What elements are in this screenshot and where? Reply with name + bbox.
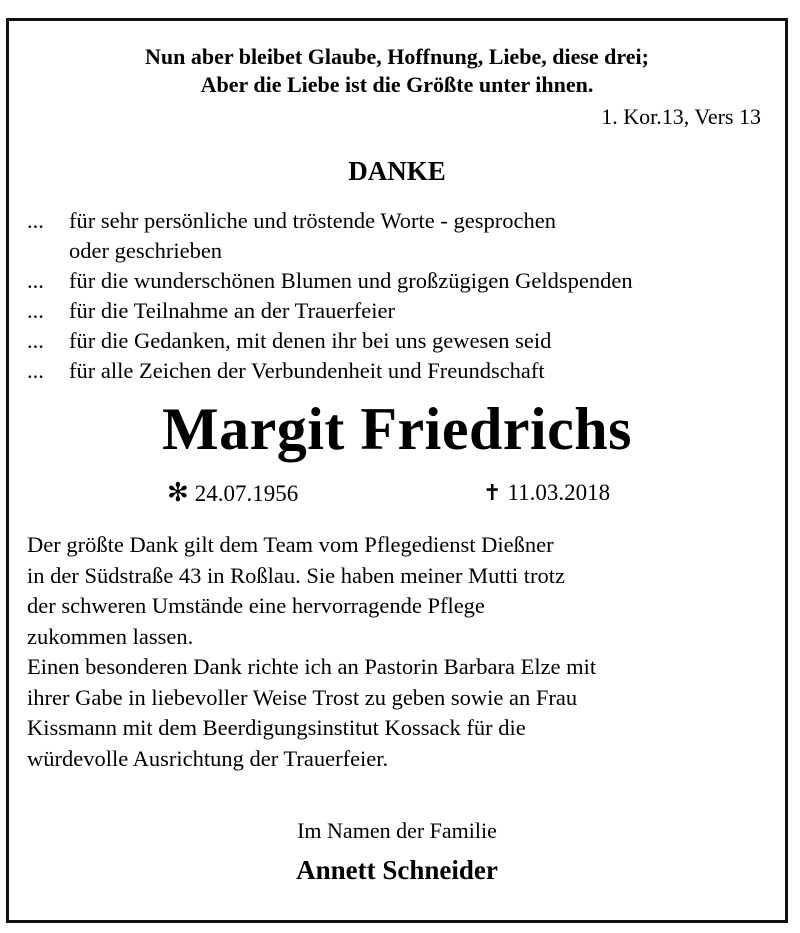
message-line: Kissmann mit dem Beerdigungsinstitut Kossack für die — [27, 715, 526, 740]
list-bullet: ... — [27, 268, 44, 293]
message-line: in der Südstraße 43 in Roßlau. Sie haben meiner Mutti trotz — [27, 562, 566, 588]
birth-date: 24.07.1956 — [194, 481, 299, 506]
birth-star-icon: ✻ — [167, 478, 189, 507]
list-item — [27, 296, 787, 326]
message-line: zukommen lassen. — [27, 623, 194, 649]
death-cross-icon: ✝ — [483, 480, 502, 505]
bible-verse — [9, 43, 785, 99]
signature-name: Annett Schneider — [296, 855, 498, 885]
thanks-list — [27, 206, 787, 386]
thanks-message — [27, 530, 777, 774]
list-item-text: für alle Zeichen der Verbundenheit und Freundschaft — [69, 358, 545, 383]
list-item — [27, 326, 787, 356]
list-item-text: für die Teilnahme an der Trauerfeier — [69, 298, 396, 323]
list-item — [27, 266, 787, 296]
message-line: der schweren Umstände eine hervorragende Pflege — [27, 593, 485, 618]
list-item — [27, 206, 787, 266]
list-item-text: für sehr persönliche und tröstende Worte - gesprochen — [69, 208, 556, 233]
list-bullet: ... — [27, 358, 44, 383]
deceased-name: Margit Friedrichs — [161, 396, 632, 462]
list-item — [27, 356, 787, 386]
list-bullet: ... — [27, 328, 44, 353]
birth-date-block — [167, 477, 298, 510]
signature-intro: Im Namen der Familie — [297, 818, 497, 843]
list-bullet: ... — [27, 208, 44, 233]
message-line: würdevolle Ausrichtung der Trauerfeier. — [27, 745, 389, 771]
death-date: 11.03.2018 — [507, 480, 611, 505]
obituary-notice — [6, 18, 788, 923]
message-line: Einen besonderen Dank richte ich an Pastorin Barbara Elze mit — [27, 654, 597, 679]
verse-line-1: Nun aber bleibet Glaube, Hoffnung, Liebe, diese drei; — [144, 44, 649, 69]
list-bullet: ... — [27, 298, 44, 323]
verse-reference: 1. Kor.13, Vers 13 — [601, 104, 761, 129]
life-dates — [9, 477, 785, 509]
list-item-text: für die Gedanken, mit denen ihr bei uns gewesen seid — [69, 328, 552, 353]
death-date-block — [483, 477, 610, 509]
list-item-text: für die wunderschönen Blumen und großzügigen Geldspenden — [69, 268, 633, 293]
thanks-heading: DANKE — [348, 156, 446, 186]
message-line: ihrer Gabe in liebevoller Weise Trost zu geben sowie an Frau — [27, 684, 578, 710]
list-item-text-continued: oder geschrieben — [69, 238, 223, 263]
verse-line-2: Aber die Liebe ist die Größte unter ihnen. — [200, 72, 594, 97]
message-line: Der größte Dank gilt dem Team vom Pflegedienst Dießner — [27, 532, 554, 557]
